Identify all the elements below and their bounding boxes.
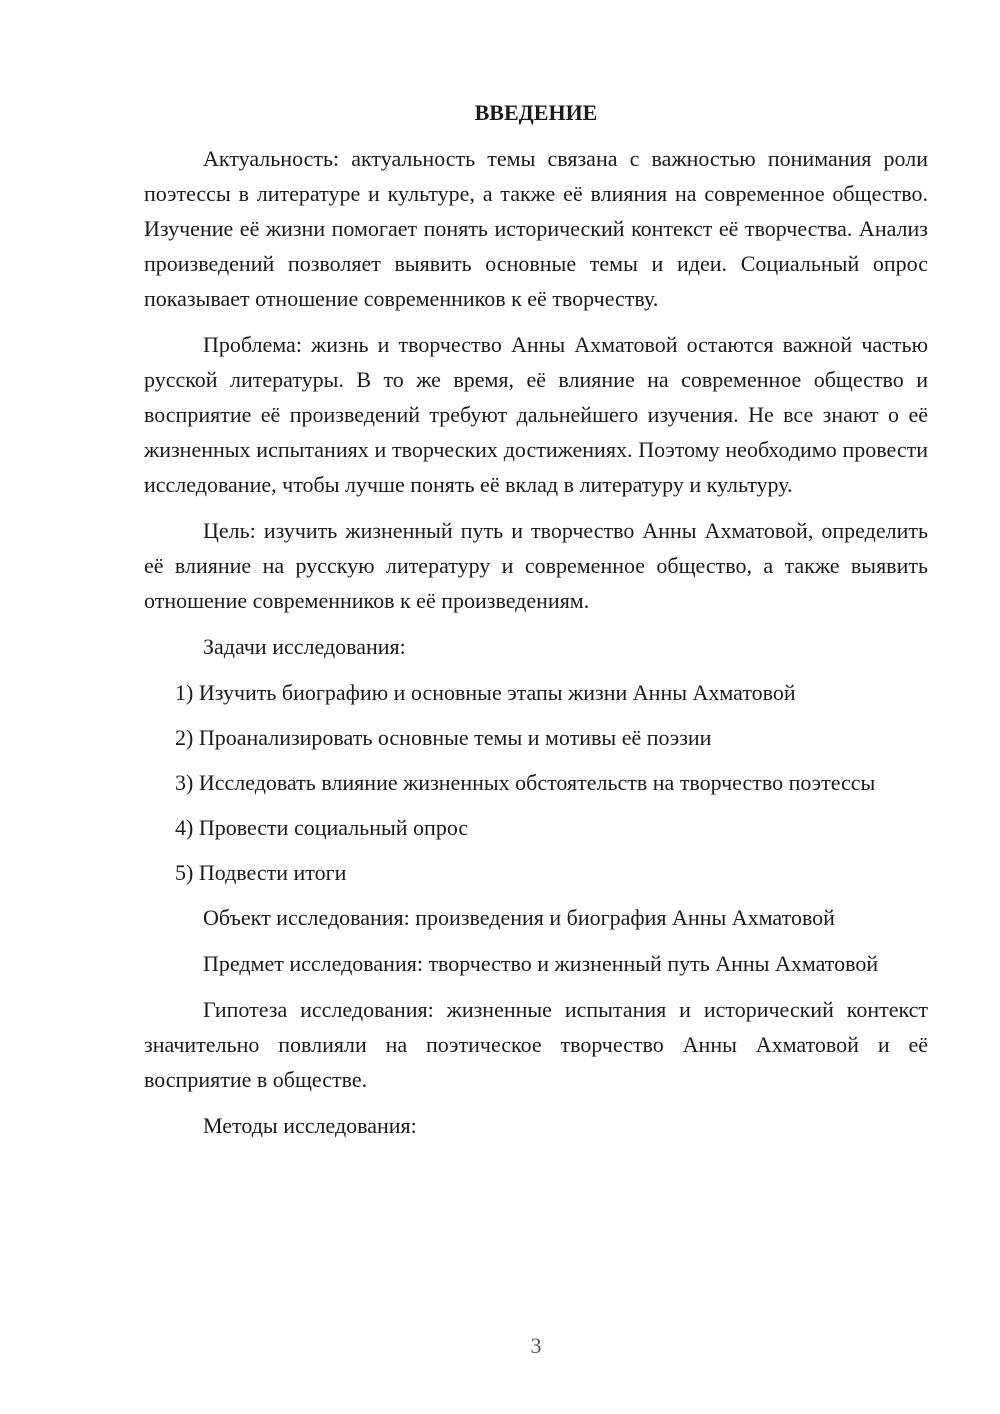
task-item-2: 2) Проанализировать основные темы и мотивы её поэзии — [175, 725, 712, 750]
task-item-5: 5) Подвести итоги — [175, 860, 347, 885]
relevance-paragraph: Актуальность: актуальность темы связана с важностью понимания роли поэтессы в литературе и культуре, а также её влияния на современное общество. Изучение её жизни помогает понять исторический контекст её творчества. Анализ произведений позволяет выявить основные темы и идеи. Социальный опрос показывает отношение современников к её творчеству. — [144, 146, 928, 311]
task-item-4: 4) Провести социальный опрос — [175, 815, 469, 840]
task-item-3: 3) Исследовать влияние жизненных обстоятельств на творчество поэтессы — [175, 770, 876, 795]
goal-paragraph: Цель: изучить жизненный путь и творчество Анны Ахматовой, определить её влияние на русскую литературу и современное общество, а также выявить отношение современников к её произведениям. — [144, 518, 928, 613]
document-page — [144, 95, 928, 1154]
problem-paragraph: Проблема: жизнь и творчество Анны Ахматовой остаются важной частью русской литературы. В то же время, её влияние на современное общество и восприятие её произведений требуют дальнейшего изучения. Не все знают о её жизненных испытаниях и творческих достижениях. Поэтому необходимо провести исследование, чтобы лучше понять её вклад в литературу и культуру. — [144, 332, 928, 497]
methods-heading: Методы исследования: — [203, 1113, 417, 1138]
subject-paragraph: Предмет исследования: творчество и жизненный путь Анны Ахматовой — [203, 951, 879, 976]
section-title: ВВЕДЕНИЕ — [474, 100, 598, 125]
task-item-1: 1) Изучить биографию и основные этапы жизни Анны Ахматовой — [175, 680, 796, 705]
hypothesis-paragraph: Гипотеза исследования: жизненные испытания и исторический контекст значительно повлияли на поэтическое творчество Анны Ахматовой и её восприятие в обществе. — [144, 997, 928, 1092]
page-number: 3 — [530, 1333, 542, 1358]
object-paragraph: Объект исследования: произведения и биография Анны Ахматовой — [203, 905, 835, 930]
tasks-heading: Задачи исследования: — [203, 634, 406, 659]
